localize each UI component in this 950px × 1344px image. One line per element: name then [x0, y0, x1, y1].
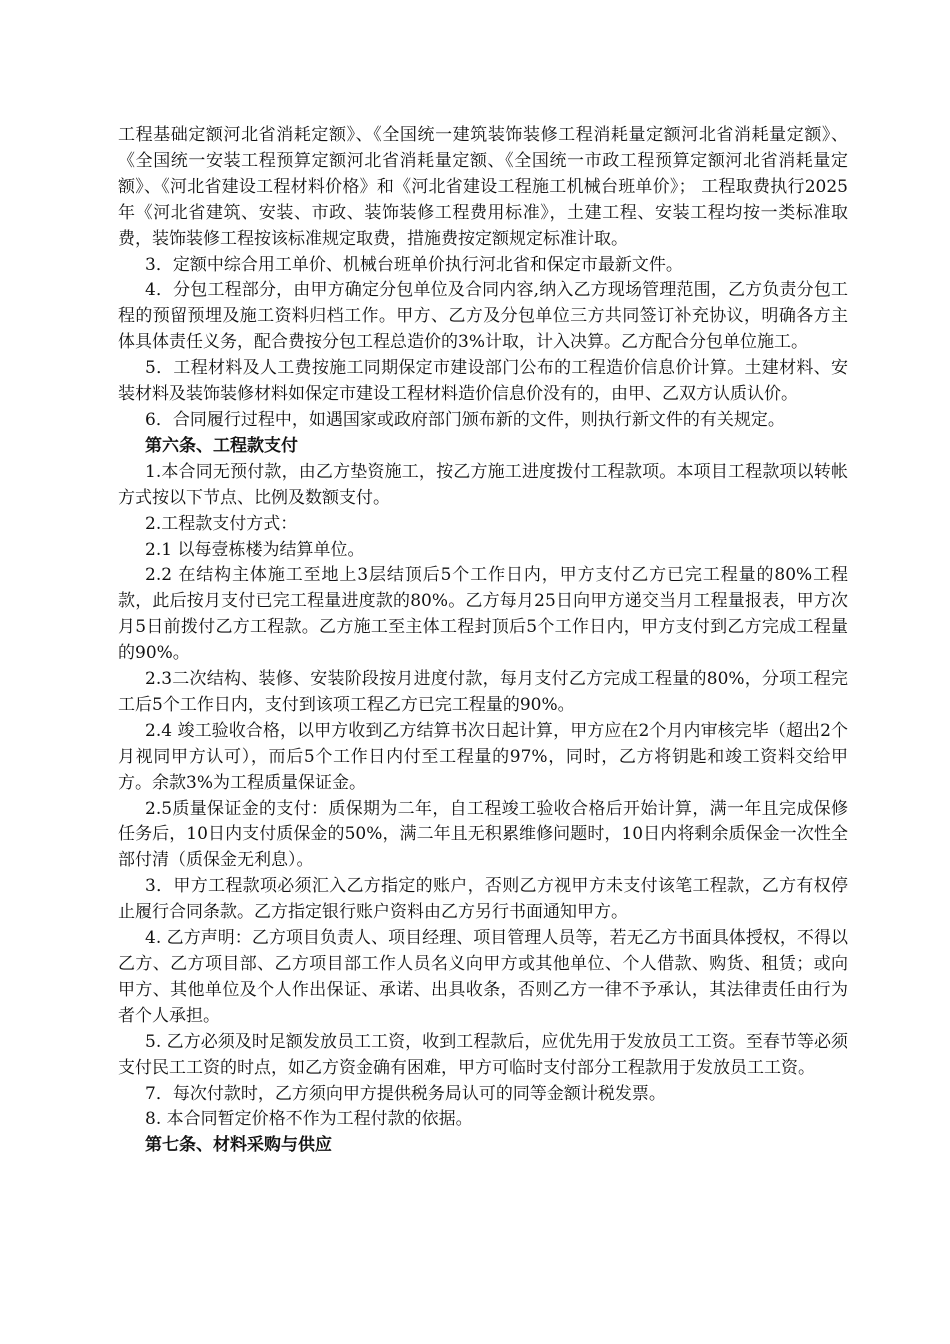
contract-page-body	[118, 123, 848, 1159]
paragraph-payment-2-4: 2.4 竣工验收合格，以甲方收到乙方结算书次日起计算，甲方应在2个月内审核完毕（超出2个月视同甲方认可），而后5个工作日内付至工程量的97%，同时，乙方将钥匙和竣工资料交给甲方。余款3%为工程质量保证金。	[118, 720, 848, 793]
paragraph-payment-2-5: 2.5质量保证金的支付：质保期为二年，自工程竣工验收合格后开始计算，满一年且完成保修任务后，10日内支付质保金的50%，满二年且无积累维修问题时，10日内将剩余质保金一次性全部付清（质保金无利息）。	[118, 798, 848, 871]
section-heading-article-6: 第六条、工程款支付	[145, 435, 298, 456]
paragraph-payment-8: 8. 本合同暂定价格不作为工程付款的依据。	[145, 1109, 473, 1130]
paragraph-clause-6: 6．合同履行过程中，如遇国家或政府部门颁布新的文件，则执行新文件的有关规定。	[145, 409, 785, 430]
paragraph-payment-2-2: 2.2 在结构主体施工至地上3层结顶后5个工作日内，甲方支付乙方已完工程量的80%工程款，此后按月支付已完工程量进度款的80%。乙方每月25日向甲方递交当月工程量报表，甲方次月5日前拨付乙方工程款。乙方施工至主体工程封顶后5个工作日内，甲方支付到乙方完成工程量的90%。	[118, 565, 848, 664]
paragraph-payment-2-3: 2.3二次结构、装修、安装阶段按月进度付款，每月支付乙方完成工程量的80%，分项工程完工后5个工作日内，支付到该项工程乙方已完工程量的90%。	[118, 669, 848, 715]
paragraph-clause-3: 3．定额中综合用工单价、机械台班单价执行河北省和保定市最新文件。	[145, 254, 683, 275]
section-heading-article-7: 第七条、材料采购与供应	[145, 1135, 332, 1156]
paragraph-clause-5: 5．工程材料及人工费按施工同期保定市建设部门公布的工程造价信息价计算。土建材料、安装材料及装饰装修材料如保定市建设工程材料造价信息价没有的，由甲、乙双方认质认价。	[118, 358, 848, 405]
paragraph-clause-4: 4．分包工程部分，由甲方确定分包单位及合同内容,纳入乙方现场管理范围，乙方负责分包工程的预留预埋及施工资料归档工作。甲方、乙方及分包单位三方共同签订补充协议，明确各方主体具体责任义务，配合费按分包工程总造价的3%计取，计入决算。乙方配合分包单位施工。	[118, 280, 848, 353]
paragraph-payment-7: 7．每次付款时，乙方须向甲方提供税务局认可的同等金额计税发票。	[145, 1083, 666, 1104]
paragraph-payment-3: 3．甲方工程款项必须汇入乙方指定的账户，否则乙方视甲方未支付该笔工程款，乙方有权停止履行合同条款。乙方指定银行账户资料由乙方另行书面通知甲方。	[118, 876, 848, 923]
paragraph-quota-standards: 工程基础定额河北省消耗定额》、《全国统一建筑装饰装修工程消耗量定额河北省消耗量定额》、《全国统一安装工程预算定额河北省消耗量定额、《全国统一市政工程预算定额河北省消耗量定额》、《河北省建设工程材料价格》和《河北省建设工程施工机械台班单价》； 工程取费执行2025年《河北省建筑、安装、市政、装饰装修工程费用标准》，土建工程、安装工程均按一类标准取费，装饰装修工程按该标准规定取费，措施费按定额规定标准计取。	[118, 125, 848, 249]
paragraph-payment-4: 4. 乙方声明：乙方项目负责人、项目经理、项目管理人员等，若无乙方书面具体授权，不得以乙方、乙方项目部、乙方项目部工作人员名义向甲方或其他单位、个人借款、购货、租赁；或向甲方、其他单位及个人作出保证、承诺、出具收条，否则乙方一律不予承认，其法律责任由行为者个人承担。	[118, 928, 848, 1026]
paragraph-payment-1: 1.本合同无预付款，由乙方垫资施工，按乙方施工进度拨付工程款项。本项目工程款项以转帐方式按以下节点、比例及数额支付。	[118, 461, 848, 508]
paragraph-payment-5: 5. 乙方必须及时足额发放员工工资，收到工程款后，应优先用于发放员工工资。至春节等必须支付民工工资的时点，如乙方资金确有困难，甲方可临时支付部分工程款用于发放员工工资。	[118, 1031, 848, 1078]
paragraph-payment-2-1: 2.1 以每壹栋楼为结算单位。	[145, 539, 365, 560]
paragraph-payment-2: 2.工程款支付方式：	[145, 513, 298, 534]
